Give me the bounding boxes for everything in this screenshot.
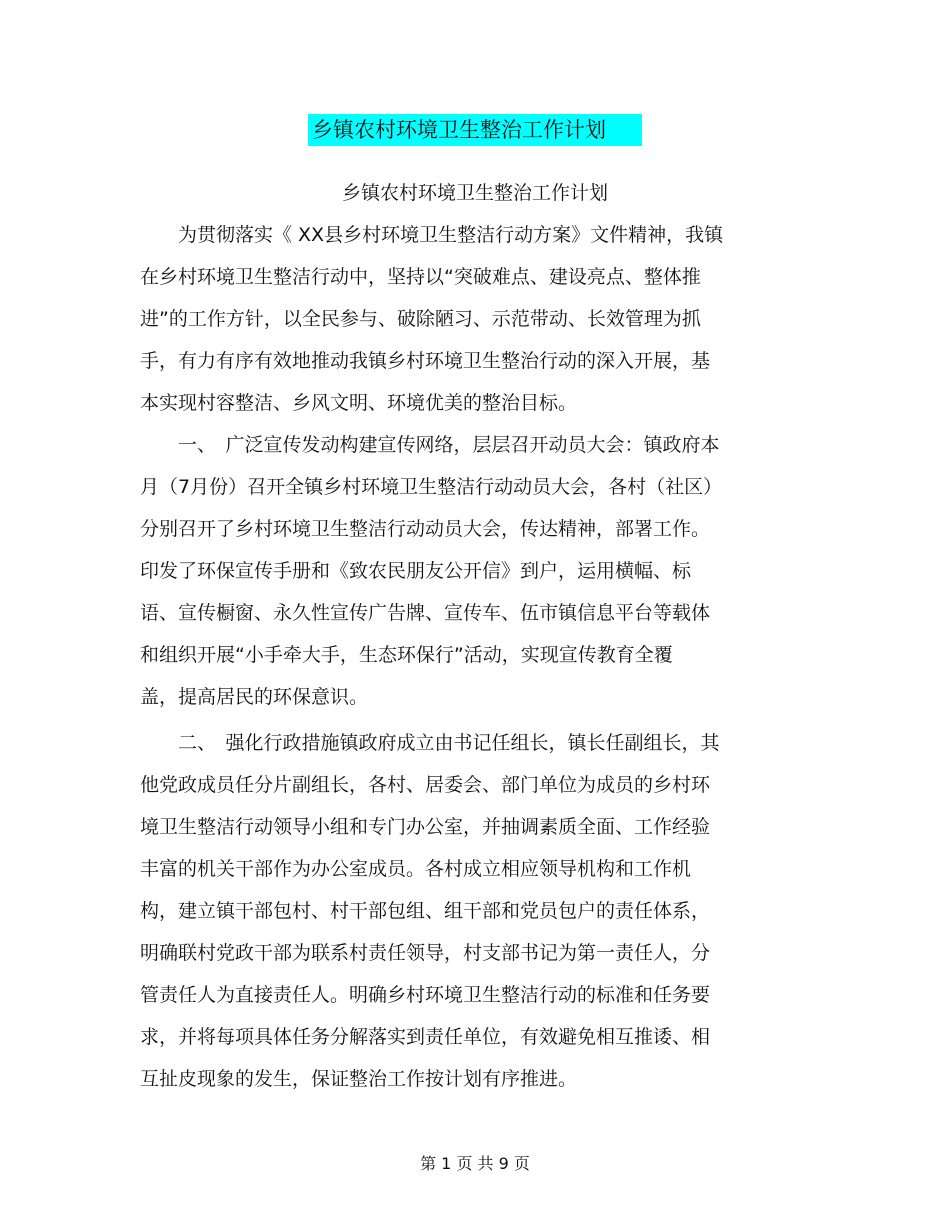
body-line: 盖，提高居民的环保意识。 xyxy=(140,686,369,708)
body-line: 本实现村容整洁、乡风文明、环境优美的整治目标。 xyxy=(140,392,578,414)
body-line: 进”的工作方针，以全民参与、破除陋习、示范带动、长效管理为抓 xyxy=(140,308,701,330)
body-line: 互扯皮现象的发生，保证整治工作按计划有序推进。 xyxy=(140,1068,578,1090)
body-line: 月（7月份）召开全镇乡村环境卫生整洁行动动员大会，各村（社区） xyxy=(140,476,723,498)
body-line: 管责任人为直接责任人。明确乡村环境卫生整洁行动的标准和任务要 xyxy=(140,984,711,1006)
page-number-footer: 第 1 页 共 9 页 xyxy=(420,1154,530,1173)
body-line: 一、 广泛宣传发动构建宣传网络，层层召开动员大会：镇政府本 xyxy=(140,434,720,456)
document-title: 乡镇农村环境卫生整治工作计划 xyxy=(308,114,642,146)
body-line: 二、 强化行政措施镇政府成立由书记任组长，镇长任副组长，其 xyxy=(140,732,720,754)
document-subtitle: 乡镇农村环境卫生整治工作计划 xyxy=(341,182,608,204)
body-line: 求，并将每项具体任务分解落实到责任单位，有效避免相互推诿、相 xyxy=(140,1026,711,1048)
body-line: 构，建立镇干部包村、村干部包组、组干部和党员包户的责任体系， xyxy=(140,900,711,922)
body-line: 境卫生整洁行动领导小组和专门办公室，并抽调素质全面、工作经验 xyxy=(140,816,711,838)
body-line: 他党政成员任分片副组长，各村、居委会、部门单位为成员的乡村环 xyxy=(140,774,711,796)
body-line: 在乡村环境卫生整洁行动中，坚持以“突破难点、建设亮点、整体推 xyxy=(140,266,701,288)
title-block xyxy=(0,114,950,146)
body-line: 明确联村党政干部为联系村责任领导，村支部书记为第一责任人，分 xyxy=(140,942,711,964)
body-line: 分别召开了乡村环境卫生整洁行动动员大会，传达精神，部署工作。 xyxy=(140,518,711,540)
body-line: 为贯彻落实《 XX县乡村环境卫生整洁行动方案》文件精神，我镇 xyxy=(140,224,724,246)
body-line: 语、宣传橱窗、永久性宣传广告牌、宣传车、伍市镇信息平台等载体 xyxy=(140,602,711,624)
body-line: 印发了环保宣传手册和《致农民朋友公开信》到户，运用横幅、标 xyxy=(140,560,692,582)
body-line: 丰富的机关干部作为办公室成员。各村成立相应领导机构和工作机 xyxy=(140,858,692,880)
body-line: 和组织开展“小手牵大手，生态环保行”活动，实现宣传教育全覆 xyxy=(140,644,673,666)
body-line: 手，有力有序有效地推动我镇乡村环境卫生整治行动的深入开展，基 xyxy=(140,350,711,372)
